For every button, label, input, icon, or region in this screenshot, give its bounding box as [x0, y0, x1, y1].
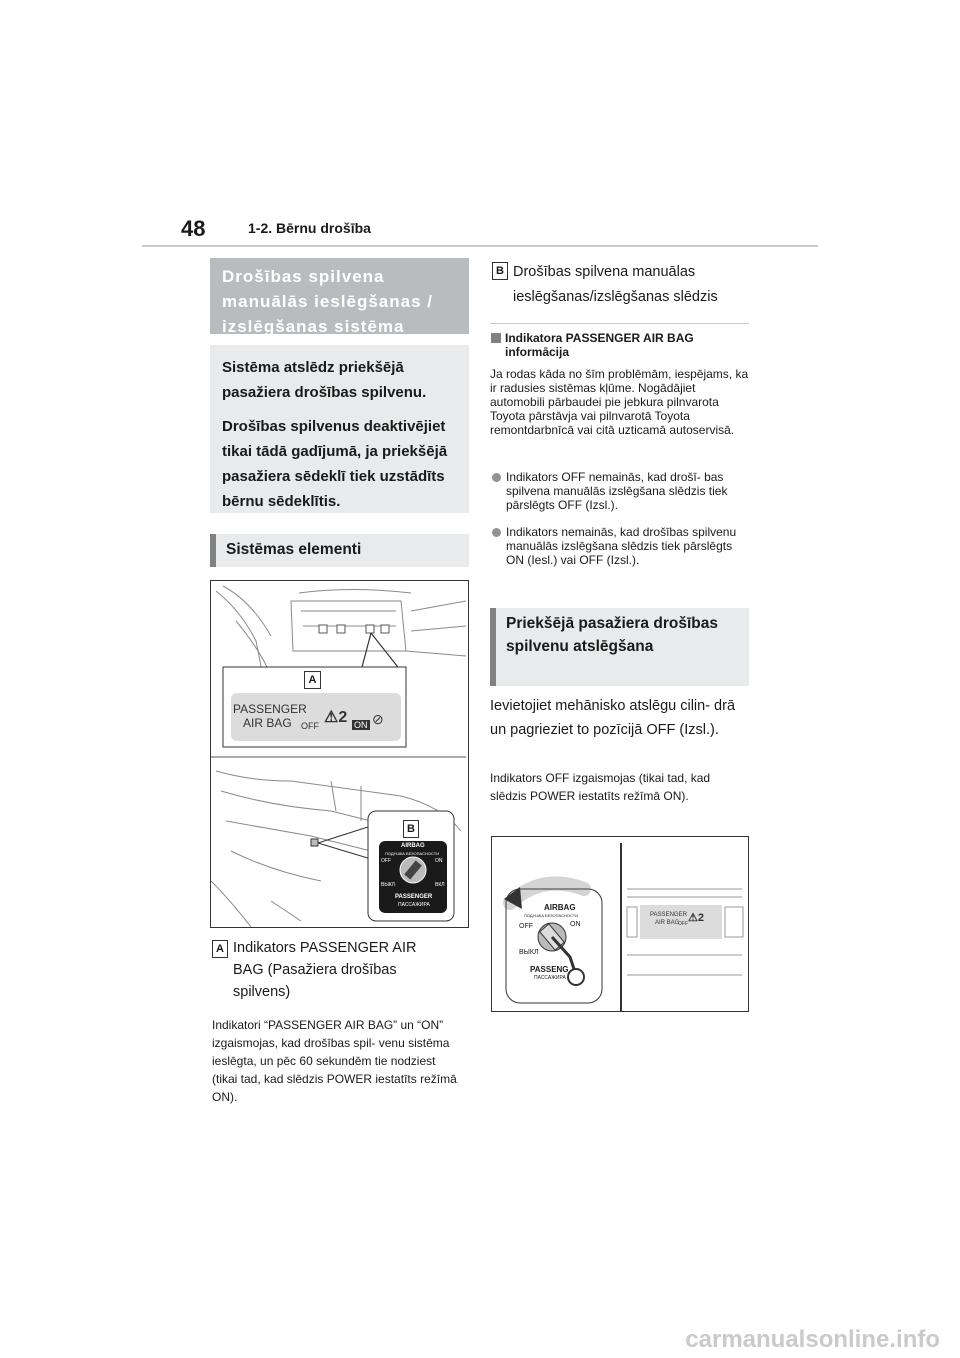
bullet-1: Indikators OFF nemainās, kad drošī- bas spilvena manuālās izslēgšana slēdzis tiek pārslēgts OFF (Izsl.). — [506, 470, 728, 512]
caption-a-note: Indikatori “PASSENGER AIR BAG” un “ON” izgaismojas, kad drošības spil- venu sistēma ieslēgta, un pēc 60 sekundēm tie nodziest (tikai tad, kad slēdzis POWER iestatīts režīmā ON). — [212, 1018, 457, 1104]
bullet-2: Indikators nemainās, kad drošības spilvenu manuālās izslēgšana slēdzis tiek pārslēgts ON (Iesl.) vai OFF (Izsl.). — [506, 525, 737, 567]
info-heading: Indikatora PASSENGER AIR BAG informācija — [505, 331, 694, 359]
indicator-on: ON — [354, 720, 368, 730]
key-switch-title: AIRBAG — [544, 903, 576, 912]
switch-on: ON — [435, 858, 443, 864]
info-divider — [490, 323, 749, 324]
intro-text-1: Sistēma atslēdz priekšējā pasažiera drošības spilvenu. — [222, 359, 427, 401]
intro-box — [210, 345, 469, 513]
elements-heading: Sistēmas elementi — [210, 534, 469, 567]
key-indicator-off: OFF — [678, 921, 688, 927]
bullet-icon — [492, 473, 501, 482]
key-switch-passenger-ru: ПАССАЖИРА — [534, 975, 566, 981]
disable-text: Ievietojiet mehānisko atslēgu cilin- drā un pagrieziet to pozīcijā OFF (Izsl.). — [490, 698, 736, 738]
square-bullet-icon — [491, 333, 501, 343]
disable-heading: Priekšējā pasažiera drošības spilvenu atslēgšana — [490, 608, 749, 686]
switch-off: OFF — [381, 858, 391, 864]
switch-subtitle: ПОДУШКА БЕЗОПАСНОСТИ — [385, 851, 440, 856]
key-switch-off-ru: ВЫКЛ — [519, 949, 539, 956]
callout-b: B — [403, 820, 419, 838]
key-switch-figure — [491, 836, 749, 1012]
caption-a-letter: A — [212, 940, 228, 958]
switch-title: AIRBAG — [401, 843, 425, 849]
intro-text-2: Drošības spilvenus deaktivējiet tikai tādā gadījumā, ja priekšējā pasažiera sēdeklī tiek uzstādīts bērnu sēdeklītis. — [222, 418, 448, 510]
section-title: 1-2. Bērnu drošība — [248, 220, 371, 236]
key-switch-subtitle: ПОДУШКА БЕЗОПАСНОСТИ — [524, 913, 579, 918]
airbag-on-icon: ⊘ — [372, 711, 384, 727]
indicator-airbag: AIR BAG — [243, 716, 292, 730]
disable-note: Indikators OFF izgaismojas (tikai tad, kad slēdzis POWER iestatīts režīmā ON). — [490, 771, 711, 803]
caption-b: Drošības spilvena manuālas ieslēgšanas/izslēgšanas slēdzis — [513, 264, 718, 305]
switch-off-ru: ВЫКЛ — [381, 882, 395, 888]
indicator-airbag-off-icon: ⚠2 — [324, 709, 348, 726]
switch-on-ru: ВКЛ — [435, 882, 445, 888]
key-indicator-airbag-off-icon: ⚠2 — [688, 912, 704, 924]
indicator-off: OFF — [301, 721, 319, 731]
caption-a: Indikators PASSENGER AIR BAG (Pasažiera drošības spilvens) — [233, 940, 417, 1000]
key-indicator-passenger: PASSENGER — [650, 912, 687, 918]
info-text: Ja rodas kāda no šīm problēmām, iespējams, ka ir radusies sistēmas kļūme. Nogādājiet automobili pārbaudei pie jebkura pilnvarota Toyota pārstāvja vai pilnvarotā Toyota remontdarbnīcā vai citā uzticamā autoservisā. — [490, 367, 749, 437]
system-elements-figure — [210, 580, 469, 928]
key-switch-passenger: PASSENG — [530, 965, 569, 974]
bullet-icon — [492, 528, 501, 537]
key-switch-on: ON — [570, 921, 581, 928]
key-switch-off: OFF — [519, 923, 533, 930]
key-indicator-airbag: AIR BAG — [655, 920, 680, 926]
dashboard-illustration — [211, 581, 468, 927]
caption-b-letter: B — [492, 262, 508, 280]
switch-passenger-ru: ПАССАЖИРА — [398, 902, 430, 908]
header-divider — [142, 245, 818, 247]
switch-passenger: PASSENGER — [395, 894, 433, 900]
page-number: 48 — [181, 216, 206, 241]
indicator-passenger: PASSENGER — [233, 702, 307, 716]
callout-a: A — [304, 671, 321, 689]
watermark: carmanualsonline.info — [685, 1326, 940, 1353]
main-heading: Drošības spilvena manuālās ieslēgšanas / izslēgšanas sistēma — [210, 258, 469, 334]
